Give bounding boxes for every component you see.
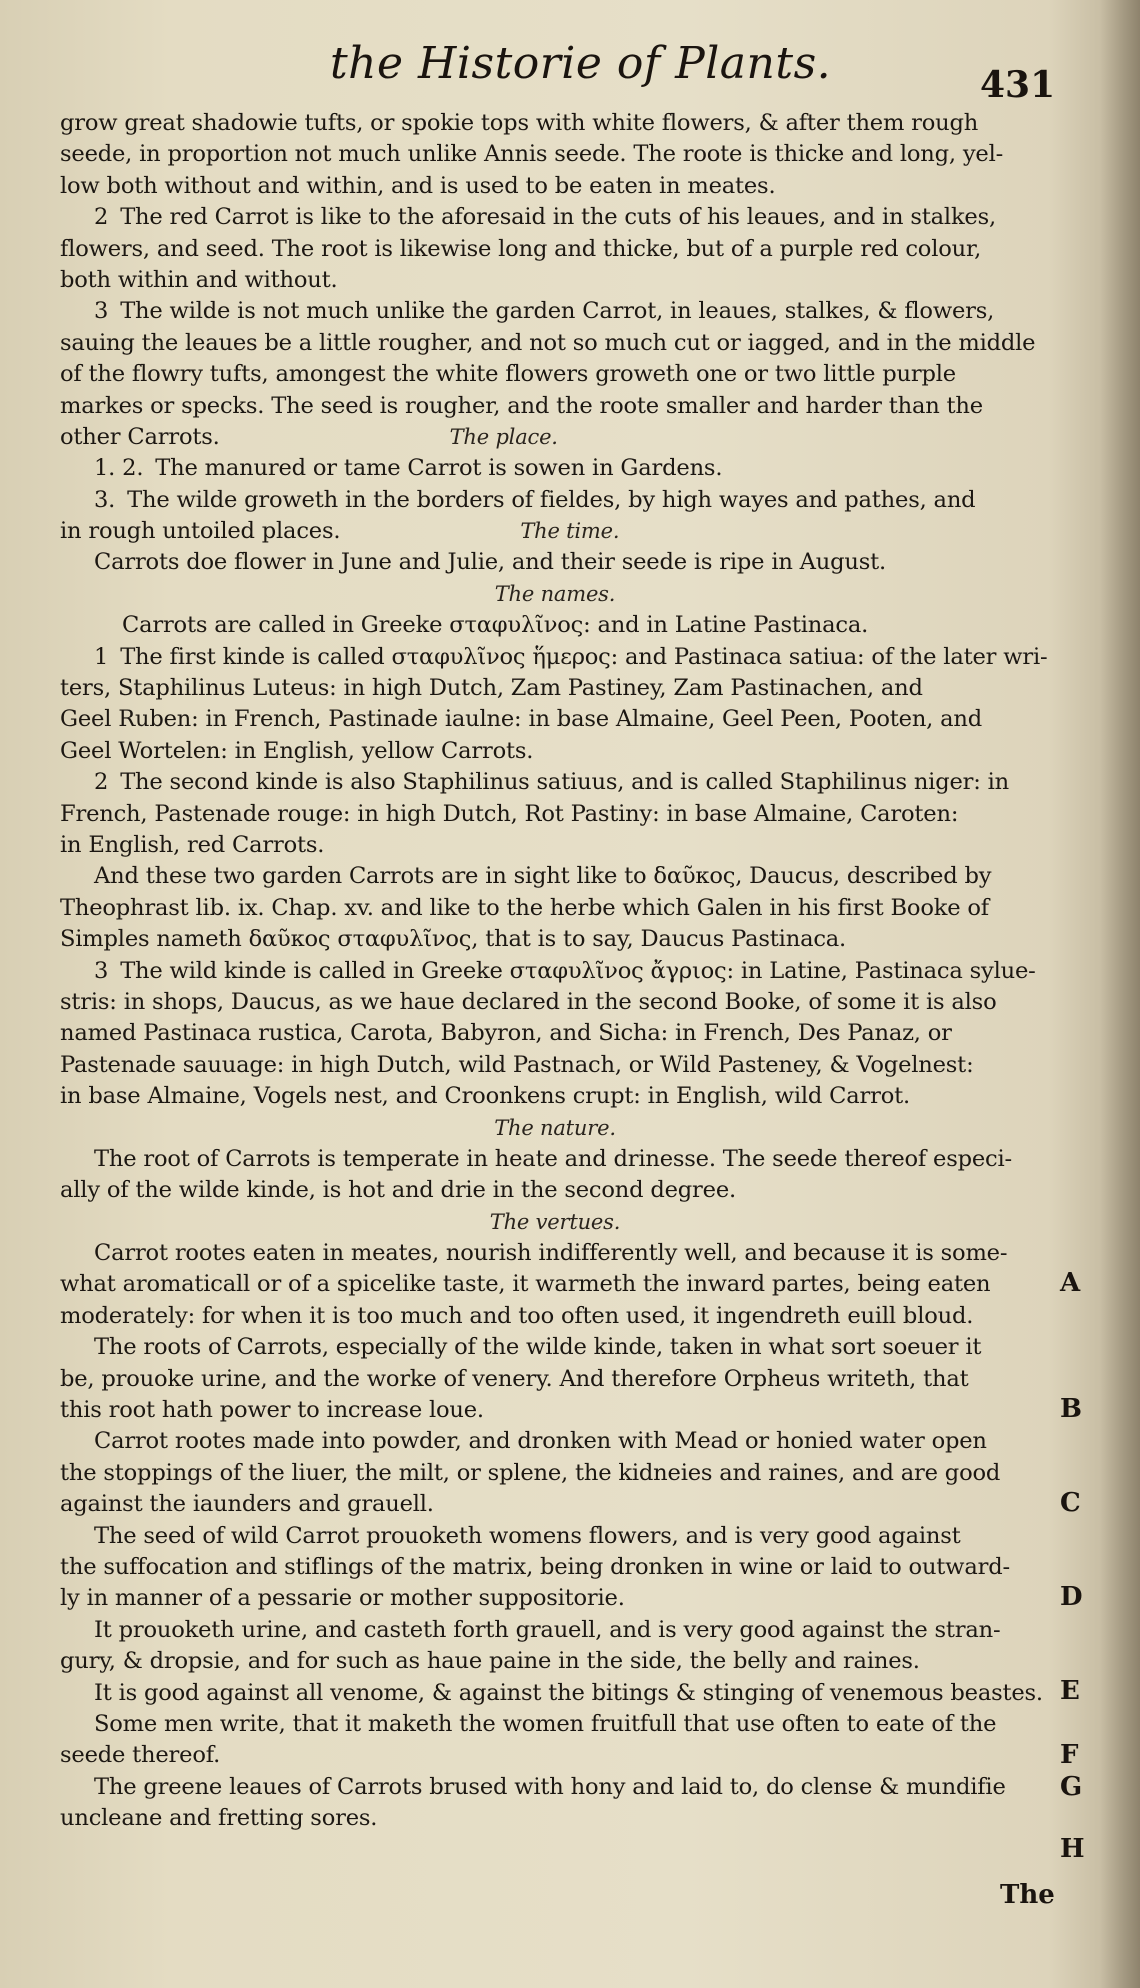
text-line-with-heading [60, 422, 1050, 453]
text-line: The wilde is not much unlike the garden Carrot, in leaues, stalkes, & flowers, [120, 298, 995, 325]
text-line: French, Pastenade rouge: in high Dutch, Rot Pastiny: in base Almaine, Caroten: [60, 800, 959, 827]
text-line: low both without and within, and is used to be eaten in meates. [60, 172, 776, 199]
item-number: 3 [94, 957, 109, 984]
text-line: The root of Carrots is temperate in heate and drinesse. The seede thereof especi- [94, 1145, 1012, 1172]
item-number: 1. 2. [94, 455, 144, 482]
text-line: Pastenade sauuage: in high Dutch, wild Pastnach, or Wild Pasteney, & Vogelnest: [60, 1051, 974, 1078]
text-line-with-heading [60, 516, 1050, 547]
text-line: The roots of Carrots, especially of the wilde kinde, taken in what sort soeuer it [94, 1334, 982, 1361]
text-line: Theophrast lib. ix. Chap. xv. and like to the herbe which Galen in his first Booke of [60, 894, 989, 921]
margin-letter-h: H [1060, 1834, 1085, 1864]
text-line: And these two garden Carrots are in sight like to δαῦκος, Daucus, described by [94, 863, 992, 890]
text-line: of the flowry tufts, amongest the white flowers groweth one or two little purple [60, 361, 956, 388]
text-line: The greene leaues of Carrots brused with hony and laid to, do clense & mundifie [94, 1773, 1006, 1800]
text-line: the stoppings of the liuer, the milt, or splene, the kidneies and raines, and are good [60, 1459, 1001, 1486]
margin-letter-d: D [1060, 1582, 1083, 1612]
text-line: Carrots are called in Greeke σταφυλῖνος: and in Latine Pastinaca. [122, 612, 869, 639]
text-line: The seed of wild Carrot prouoketh womens flowers, and is very good against [94, 1522, 961, 1549]
margin-letter-a: A [1060, 1268, 1081, 1298]
text-line: uncleane and fretting sores. [60, 1805, 378, 1832]
text-line: ters, Staphilinus Luteus: in high Dutch, Zam Pastiney, Zam Pastinachen, and [60, 675, 923, 702]
page-header [0, 30, 1140, 106]
section-heading-nature: The nature. [494, 1115, 616, 1140]
text-line: what aromaticall or of a spicelike taste, it warmeth the inward partes, being eaten [60, 1271, 991, 1298]
running-title: the Historie of Plants. [330, 38, 832, 89]
text-line: other Carrots. [60, 423, 220, 450]
section-heading-place: The place. [449, 424, 558, 449]
margin-letter-c: C [1060, 1488, 1081, 1518]
text-line: gury, & dropsie, and for such as haue paine in the side, the belly and raines. [60, 1648, 920, 1675]
text-line: Simples nameth δαῦκος σταφυλῖνος, that is to say, Daucus Pastinaca. [60, 926, 847, 953]
text-line: sauing the leaues be a little rougher, and not so much cut or iagged, and in the middle [60, 329, 1036, 356]
text-line: in English, red Carrots. [60, 831, 325, 858]
text-line: this root hath power to increase loue. [60, 1397, 484, 1424]
text-line: seede, in proportion not much unlike Annis seede. The roote is thicke and long, yel- [60, 141, 1004, 168]
text-line: ly in manner of a pessarie or mother suppositorie. [60, 1585, 625, 1612]
numbered-line [60, 485, 1050, 516]
margin-letter-g: G [1060, 1772, 1083, 1802]
text-line: markes or specks. The seed is rougher, and the roote smaller and harder than the [60, 392, 983, 419]
text-line: the suffocation and stiflings of the matrix, being dronken in wine or laid to outward- [60, 1553, 1010, 1580]
text-line: Geel Wortelen: in English, yellow Carrots. [60, 737, 534, 764]
item-number: 1 [94, 643, 109, 670]
text-line: Some men write, that it maketh the women fruitfull that use often to eate of the [94, 1710, 997, 1737]
numbered-line [60, 642, 1050, 673]
margin-letter-b: B [1060, 1394, 1082, 1424]
page-number: 431 [980, 64, 1056, 106]
numbered-line [60, 956, 1050, 987]
text-line: It prouoketh urine, and casteth forth grauell, and is very good against the stran- [94, 1616, 1001, 1643]
section-heading-time: The time. [520, 519, 620, 544]
text-line: grow great shadowie tufts, or spokie tops with white flowers, & after them rough [60, 110, 979, 136]
text-line: Carrots doe flower in June and Julie, and their seede is ripe in August. [94, 549, 887, 576]
text-line: The manured or tame Carrot is sowen in Gardens. [155, 455, 723, 482]
text-line: ally of the wilde kinde, is hot and drie in the second degree. [60, 1177, 736, 1204]
numbered-line [60, 453, 1050, 484]
item-number: 3. [94, 486, 116, 513]
text-line: in base Almaine, Vogels nest, and Croonkens crupt: in English, wild Carrot. [60, 1083, 910, 1110]
page-body-text [60, 108, 1050, 1834]
catchword: The [1000, 1880, 1055, 1910]
numbered-line [60, 296, 1050, 327]
text-line: seede thereof. [60, 1742, 221, 1769]
text-line: It is good against all venome, & against the bitings & stinging of venemous beastes. [94, 1679, 1043, 1706]
text-line: The red Carrot is like to the aforesaid in the cuts of his leaues, and in stalkes, [120, 204, 996, 231]
text-line: flowers, and seed. The root is likewise long and thicke, but of a purple red colour, [60, 235, 982, 262]
text-line: The wild kinde is called in Greeke σταφυλῖνος ἄγριος: in Latine, Pastinaca sylue- [120, 957, 1036, 984]
item-number: 3 [94, 298, 109, 325]
text-line: The second kinde is also Staphilinus satiuus, and is called Staphilinus niger: in [120, 769, 1010, 796]
text-line: both within and without. [60, 266, 338, 293]
text-line: Carrot rootes made into powder, and dronken with Mead or honied water open [94, 1428, 987, 1455]
numbered-line [60, 767, 1050, 798]
text-line: The wilde groweth in the borders of fieldes, by high wayes and pathes, and [127, 486, 976, 513]
section-heading-names: The names. [494, 581, 616, 606]
item-number: 2 [94, 204, 109, 231]
text-line: against the iaunders and grauell. [60, 1491, 434, 1518]
section-heading-vertues: The vertues. [489, 1209, 621, 1234]
text-line: Carrot rootes eaten in meates, nourish indifferently well, and because it is some- [94, 1240, 1008, 1267]
margin-letter-f: F [1060, 1740, 1079, 1770]
numbered-line [60, 202, 1050, 233]
text-line: stris: in shops, Daucus, as we haue declared in the second Booke, of some it is also [60, 988, 997, 1015]
text-line: be, prouoke urine, and the worke of venery. And therefore Orpheus writeth, that [60, 1365, 969, 1392]
text-line: in rough untoiled places. [60, 518, 341, 545]
text-line: Geel Ruben: in French, Pastinade iaulne: in base Almaine, Geel Peen, Pooten, and [60, 706, 983, 733]
text-line: moderately: for when it is too much and too often used, it ingendreth euill bloud. [60, 1302, 974, 1329]
item-number: 2 [94, 769, 109, 796]
margin-letter-e: E [1060, 1676, 1080, 1706]
text-line: The first kinde is called σταφυλῖνος ἥμερος: and Pastinaca satiua: of the later wri- [120, 643, 1048, 670]
text-line: named Pastinaca rustica, Carota, Babyron, and Sicha: in French, Des Panaz, or [60, 1020, 952, 1047]
